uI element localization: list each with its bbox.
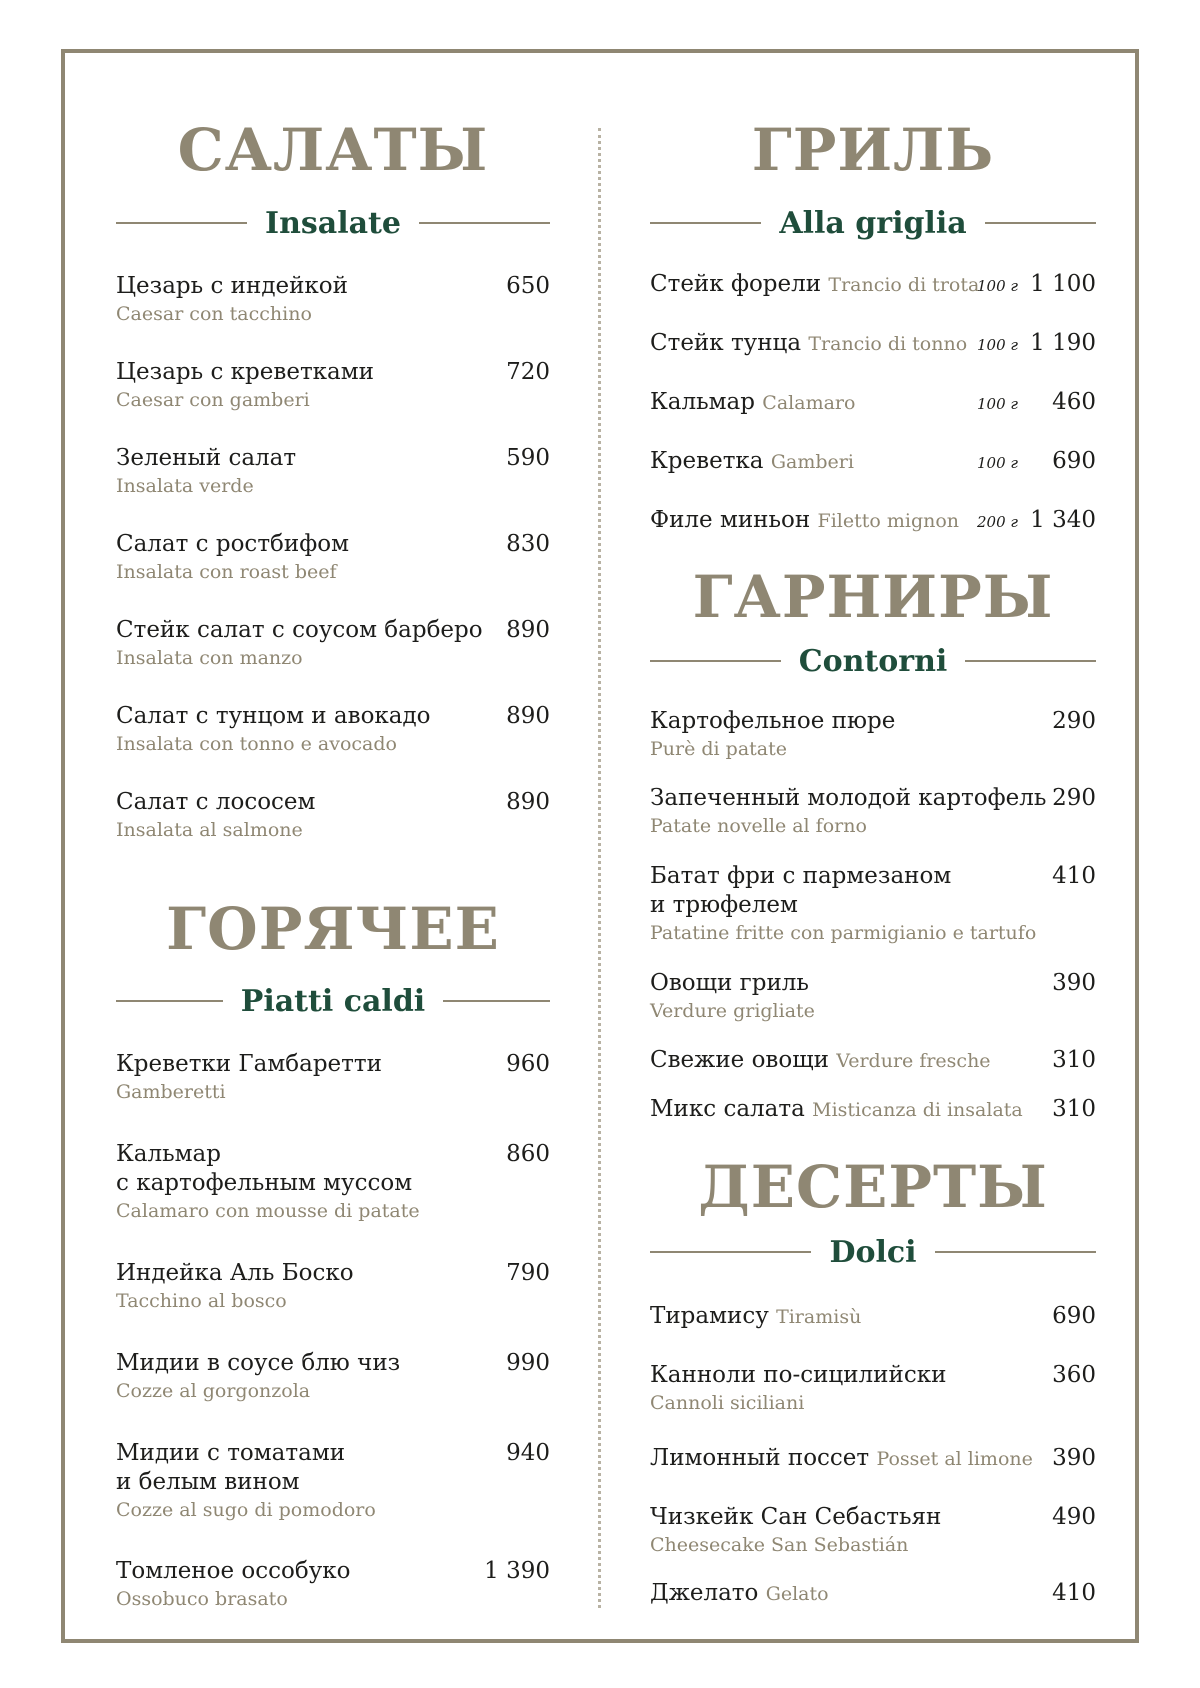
section-subtitle-grill (650, 203, 1096, 243)
menu-item (650, 969, 1096, 1024)
item-name-it: Posset al limone (876, 1448, 1033, 1470)
item-price: 1 100 (1030, 271, 1096, 297)
item-name-it: Filetto mignon (817, 510, 960, 532)
item-name-it: Caesar con gamberi (116, 389, 310, 411)
item-price: 290 (1052, 785, 1096, 811)
item-name-ru: Микс салата (650, 1096, 805, 1122)
item-price: 590 (506, 445, 550, 471)
item-name-ru: Лимонный поссет (650, 1445, 870, 1471)
section-subtitle-desserts (650, 1232, 1096, 1272)
item-name-ru: Тирамису (650, 1303, 769, 1329)
item-price: 690 (1052, 448, 1096, 474)
menu-item (650, 1361, 1096, 1416)
item-name-it: Purè di patate (650, 738, 787, 760)
menu-item (650, 270, 1096, 300)
subtitle-text: Insalate (265, 205, 401, 241)
menu-item (650, 329, 1096, 359)
item-name-it: Calamaro (762, 392, 856, 414)
item-name-it: Cheesecake San Sebastián (650, 1534, 909, 1556)
item-name-ru: Свежие овощи (650, 1047, 829, 1073)
subtitle-text: Dolci (829, 1234, 917, 1270)
item-price: 1 190 (1030, 330, 1096, 356)
item-name-ru: Стейк тунца (650, 330, 802, 356)
item-price: 410 (1052, 1580, 1096, 1606)
item-price: 890 (506, 789, 550, 815)
item-price: 830 (506, 531, 550, 557)
item-name-ru: Салат с лососем (116, 789, 316, 815)
item-name-ru-line2: и трюфелем (650, 892, 798, 918)
item-name-it: Cannoli siciliani (650, 1392, 805, 1414)
menu-item (650, 447, 1096, 477)
item-name-it: Insalata con roast beef (116, 561, 337, 583)
item-name-it: Gamberetti (116, 1081, 226, 1103)
menu-item (116, 358, 550, 413)
item-name-it: Tacchino al bosco (116, 1290, 287, 1312)
menu-item (650, 862, 1096, 946)
item-name-ru-line1: Мидии с томатами (116, 1440, 346, 1466)
item-price: 490 (1052, 1504, 1096, 1530)
item-name-ru: Томленое оссобуко (116, 1558, 351, 1584)
item-name-it: Insalata verde (116, 475, 254, 497)
menu-item (650, 1579, 1096, 1609)
item-name-ru-line2: и белым вином (116, 1469, 300, 1495)
menu-item (650, 1302, 1096, 1332)
item-name-it: Patatine fritte con parmigianio e tartufo (650, 922, 1037, 944)
section-subtitle-sides (650, 641, 1096, 681)
item-name-ru-line1: Батат фри с пармезаном (650, 863, 952, 889)
column-divider (598, 128, 601, 1608)
item-price: 960 (506, 1051, 550, 1077)
item-name-it: Trancio di trota (828, 274, 980, 296)
menu-item (116, 530, 550, 585)
item-name-it: Insalata con manzo (116, 647, 303, 669)
item-price: 720 (506, 359, 550, 385)
item-name-ru: Картофельное пюре (650, 708, 896, 734)
menu-item (116, 1259, 550, 1314)
item-name-it: Gamberi (770, 451, 854, 473)
item-name-it: Tiramisù (776, 1306, 862, 1328)
item-name-ru: Кальмар (650, 389, 755, 415)
item-price: 410 (1052, 863, 1096, 889)
menu-item (116, 1050, 550, 1105)
menu-item (116, 788, 550, 843)
item-name-ru: Цезарь с индейкой (116, 273, 348, 299)
menu-item (116, 272, 550, 327)
item-name-ru: Креветки Гамбаретти (116, 1051, 382, 1077)
item-name-it: Trancio di tonno (808, 333, 968, 355)
item-name-it: Verdure fresche (836, 1050, 991, 1072)
item-name-ru: Запеченный молодой картофель (650, 785, 1047, 811)
section-subtitle-salads (116, 203, 550, 243)
item-name-ru-line1: Кальмар (116, 1141, 221, 1167)
item-name-it: Insalata al salmone (116, 819, 303, 841)
menu-item (650, 1503, 1096, 1558)
item-name-it: Insalata con tonno e avocado (116, 733, 397, 755)
section-subtitle-hot (116, 981, 550, 1021)
item-name-ru-line2: с картофельным муссом (116, 1170, 413, 1196)
section-title-desserts: ДЕСЕРТЫ (698, 1153, 1048, 1221)
item-name-ru: Зеленый салат (116, 445, 297, 471)
item-name-ru: Овощи гриль (650, 970, 809, 996)
item-price: 860 (506, 1141, 550, 1167)
subtitle-text: Alla griglia (779, 205, 967, 241)
item-weight: 200 г (977, 513, 1018, 531)
menu-item (650, 707, 1096, 762)
item-price: 360 (1052, 1362, 1096, 1388)
item-price: 690 (1052, 1303, 1096, 1329)
item-weight: 100 г (977, 454, 1018, 472)
menu-item (650, 506, 1096, 536)
item-price: 310 (1052, 1047, 1096, 1073)
item-price: 390 (1052, 1445, 1096, 1471)
menu-item (116, 1140, 550, 1224)
item-price: 460 (1052, 389, 1096, 415)
item-price: 940 (506, 1440, 550, 1466)
item-name-ru: Стейк салат с соусом барберо (116, 617, 483, 643)
item-name-it: Verdure grigliate (650, 1000, 815, 1022)
item-price: 650 (506, 273, 550, 299)
menu-item (116, 444, 550, 499)
item-price: 890 (506, 617, 550, 643)
item-weight: 100 г (977, 277, 1018, 295)
item-name-it: Misticanza di insalata (812, 1099, 1023, 1121)
item-name-ru: Креветка (650, 448, 764, 474)
item-price: 290 (1052, 708, 1096, 734)
item-price: 1 340 (1030, 507, 1096, 533)
item-name-ru: Цезарь с креветками (116, 359, 374, 385)
item-name-it: Cozze al sugo di pomodoro (116, 1499, 376, 1521)
item-name-ru: Мидии в соусе блю чиз (116, 1350, 401, 1376)
item-price: 790 (506, 1260, 550, 1286)
menu-item (116, 616, 550, 671)
item-weight: 100 г (977, 395, 1018, 413)
menu-item (116, 1557, 550, 1612)
item-price: 310 (1052, 1096, 1096, 1122)
item-name-it: Caesar con tacchino (116, 303, 312, 325)
item-name-ru: Филе миньон (650, 507, 811, 533)
item-name-it: Calamaro con mousse di patate (116, 1200, 420, 1222)
item-name-ru: Чизкейк Сан Себастьян (650, 1504, 942, 1530)
subtitle-text: Piatti caldi (240, 983, 426, 1019)
section-title-sides: ГАРНИРЫ (692, 563, 1054, 631)
menu-item (116, 1439, 550, 1523)
menu-item (116, 702, 550, 757)
item-name-it: Cozze al gorgonzola (116, 1380, 311, 1402)
item-name-it: Ossobuco brasato (116, 1588, 288, 1610)
subtitle-text: Contorni (798, 643, 948, 679)
menu-item (650, 784, 1096, 839)
item-name-ru: Салат с тунцом и авокадо (116, 703, 431, 729)
section-title-salads: САЛАТЫ (177, 116, 489, 184)
item-name-ru: Салат с ростбифом (116, 531, 349, 557)
menu-item (650, 1095, 1096, 1125)
item-name-it: Patate novelle al forno (650, 815, 867, 837)
item-name-ru: Стейк форели (650, 271, 822, 297)
item-name-it: Gelato (765, 1583, 829, 1605)
menu-item (650, 388, 1096, 418)
menu-item (116, 1349, 550, 1404)
menu-item (650, 1444, 1096, 1474)
item-name-ru: Индейка Аль Боско (116, 1260, 354, 1286)
item-price: 990 (506, 1350, 550, 1376)
section-title-grill: ГРИЛЬ (751, 116, 995, 184)
menu-item (650, 1046, 1096, 1076)
item-weight: 100 г (977, 336, 1018, 354)
item-name-ru: Джелато (650, 1580, 759, 1606)
item-name-ru: Канноли по-сицилийски (650, 1362, 947, 1388)
item-price: 1 390 (484, 1558, 550, 1584)
section-title-hot: ГОРЯЧЕЕ (166, 895, 500, 963)
item-price: 890 (506, 703, 550, 729)
item-price: 390 (1052, 970, 1096, 996)
